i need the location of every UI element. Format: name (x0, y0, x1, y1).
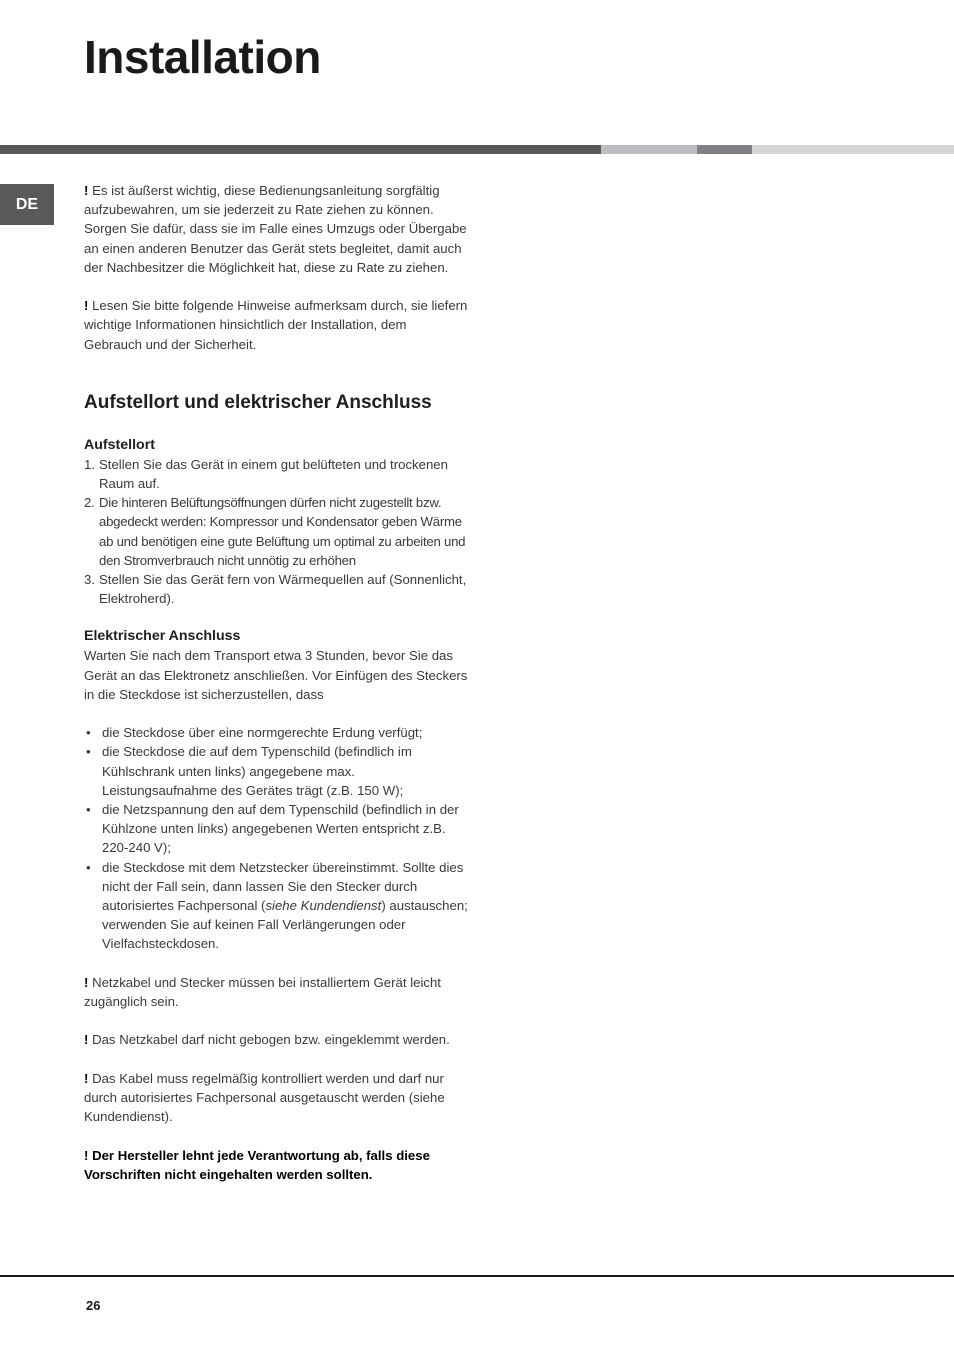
exclamation-icon: ! (84, 183, 89, 198)
header-band-lightest (752, 145, 954, 154)
electrical-intro: Warten Sie nach dem Transport etwa 3 Stunden, bevor Sie das Gerät an das Elektronetz anschließen. Vor Einfügen des Steckers in die Steckdose ist sicherzustellen, dass (84, 648, 468, 702)
step-number: 1. (84, 456, 95, 472)
page-number: 26 (86, 1298, 101, 1313)
notice-cable-bend (84, 1030, 468, 1049)
placement-steps (84, 455, 468, 609)
notice-cable-access (84, 973, 468, 1011)
electrical-checklist (84, 723, 468, 953)
page-title: Installation (84, 31, 321, 83)
step-number: 3. (84, 572, 95, 588)
step-text: Stellen Sie das Gerät in einem gut belüfteten und trockenen Raum auf. (99, 456, 448, 492)
step-number: 2. (84, 495, 95, 511)
bullet-text: die Steckdose die auf dem Typenschild (befindlich im Kühlschrank unten links) angegebene max. Leistungsaufnahme des Gerätes trägt (z.B. 150 W); (102, 744, 412, 798)
intro-notice-1 (84, 181, 468, 277)
bullet-text: die Netzspannung den auf dem Typenschild (befindlich in der Kühlzone unten links) angegebenen Werten entspricht z.B. 220-240 V); (102, 802, 459, 856)
section-heading: Aufstellort und elektrischer Anschluss (84, 391, 432, 413)
bullet-text: die Steckdose mit dem Netzstecker übereinstimmt. Sollte dies nicht der Fall sein, dann lassen Sie den Stecker durch autorisiertes Fachpersonal ( (102, 859, 464, 914)
list-item (84, 742, 468, 800)
list-item (84, 455, 468, 493)
list-item (84, 570, 468, 608)
exclamation-icon: ! (84, 1032, 89, 1048)
exclamation-icon: ! (84, 298, 89, 314)
language-tab: DE (0, 184, 54, 225)
bullet-text: die Steckdose über eine normgerechte Erdung verfügt; (102, 725, 423, 741)
list-item (84, 858, 468, 954)
footer-rule (0, 1275, 954, 1277)
notice-text: Der Hersteller lehnt jede Verantwortung ab, falls diese Vorschriften nicht eingehalten werden sollten. (84, 1147, 430, 1182)
header-band-mid (697, 145, 752, 154)
notice-liability (84, 1146, 468, 1184)
placement-heading: Aufstellort (84, 436, 155, 453)
bullet-icon: • (86, 725, 91, 741)
step-text: Die hinteren Belüftungsöffnungen dürfen nicht zugestellt bzw. abgedeckt werden: Kompressor und Kondensator geben Wärme ab und benötigen eine gute Belüftung um optimal zu arbeiten und den Stromverbrauch nicht unnötig zu erhöhen (99, 495, 466, 568)
bullet-icon: • (86, 744, 91, 760)
header-band-dark (0, 145, 601, 154)
bullet-text-italic: siehe Kundendienst (265, 898, 382, 914)
bullet-icon: • (86, 859, 91, 875)
intro-notice-2 (84, 296, 468, 354)
bullet-icon: • (86, 802, 91, 818)
exclamation-icon: ! (84, 974, 89, 990)
bullet-text-end: ) austauschen; verwenden Sie auf keinen Fall Verlängerungen oder Vielfachsteckdosen. (102, 898, 468, 952)
notice-cable-check (84, 1069, 468, 1127)
list-item (84, 723, 468, 742)
notice-text: Das Netzkabel darf nicht gebogen bzw. eingeklemmt werden. (92, 1032, 450, 1048)
list-item (84, 493, 468, 570)
intro-notice-1-text: Es ist äußerst wichtig, diese Bedienungsanleitung sorgfältig aufzubewahren, um sie jederzeit zu Rate ziehen zu können. Sorgen Sie dafür, dass sie im Falle eines Umzugs oder Übergabe an einen anderen Benutzer das Gerät stets begleitet, damit auch der Nachbesitzer die Möglichkeit hat, diese zu Rate zu ziehen. (84, 183, 467, 275)
intro-notice-2-text: Lesen Sie bitte folgende Hinweise aufmerksam durch, sie liefern wichtige Informationen hinsichtlich der Installation, dem Gebrauch und der Sicherheit. (84, 298, 468, 352)
exclamation-icon: ! (84, 1147, 89, 1163)
notice-text: Netzkabel und Stecker müssen bei installiertem Gerät leicht zugänglich sein. (84, 974, 441, 1010)
header-band-light (601, 145, 697, 154)
exclamation-icon: ! (84, 1070, 89, 1086)
main-content (84, 181, 468, 1184)
list-item (84, 800, 468, 858)
electrical-heading: Elektrischer Anschluss (84, 628, 241, 645)
notice-text: Das Kabel muss regelmäßig kontrolliert werden und darf nur durch autorisiertes Fachpersonal ausgetauscht werden (siehe Kundendienst). (84, 1070, 445, 1125)
step-text: Stellen Sie das Gerät fern von Wärmequellen auf (Sonnenlicht, Elektroherd). (99, 572, 467, 607)
